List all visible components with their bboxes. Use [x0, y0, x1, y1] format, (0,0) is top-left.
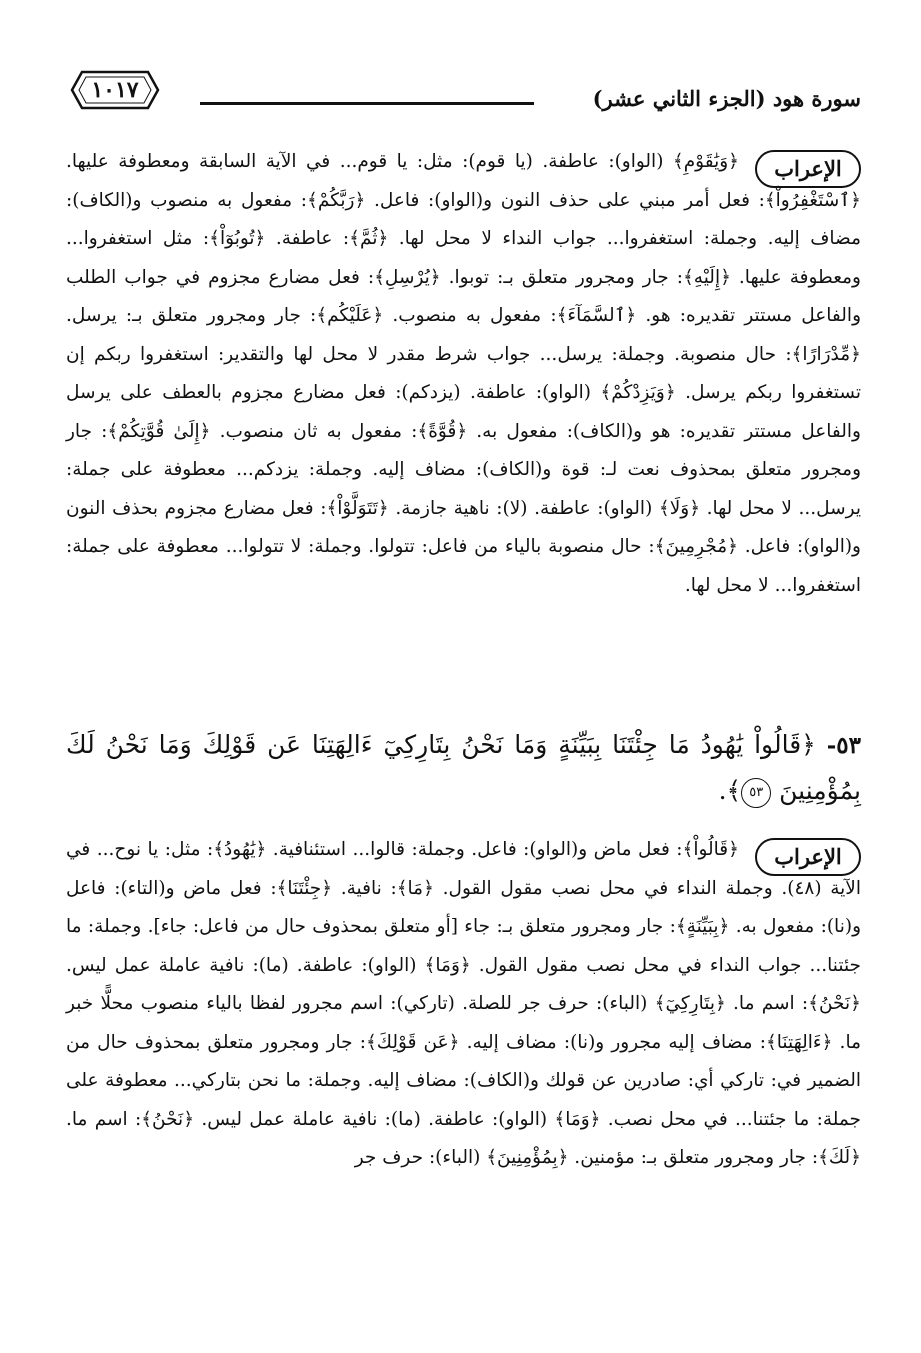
irab-text-2: ﴿قَالُواْ﴾: فعل ماض و(الواو): فاعل. وجملة: قالوا... استئنافية. ﴿يَٰهُودُ﴾: مثل: يا نوح... في الآية (٤٨). وجملة النداء في محل نصب مقول القول. ﴿مَا﴾: نافية. ﴿جِئْتَنَا﴾: فعل ماض و(التاء): فاعل و(نا): مفعول به. ﴿بِبَيِّنَةٍ﴾: جار ومجرور متعلق بـ: جاء [أو متعلق بمحذوف حال من فاعل: جاء]. وجملة: ما جئتنا... جواب النداء في محل نصب مقول القول. ﴿وَمَا﴾ (الواو): عاطفة. (ما): نافية عاملة عمل ليس. ﴿نَحْنُ﴾: اسم ما. ﴿بِتَارِكِيٓ﴾ (الباء): حرف جر للصلة. (تاركي): اسم مجرور لفظا بالياء منصوب محلًّا خبر ما. ﴿ءَالِهَتِنَا﴾: مضاف إليه مجرور و(نا): مضاف إليه. ﴿عَن قَوْلِكَ﴾: جار ومجرور متعلق بمحذوف حال من الضمير في: تاركي أي: صادرين عن قولك و(الكاف): مضاف إليه. وجملة: ما نحن بتاركي... معطوفة على جملة: ما جئتنا... في محل نصب. ﴿وَمَا﴾ (الواو): عاطفة. (ما): نافية عاملة عمل ليس. ﴿نَحْنُ﴾: اسم ما. ﴿لَكَ﴾: جار ومجرور متعلق بـ: مؤمنين. ﴿بِمُؤْمِنِينَ﴾ (الباء): حرف جر — [66, 839, 861, 1168]
irab-paragraph-1 — [66, 143, 861, 605]
irab-text-1: ﴿وَيَٰقَوْمِ﴾ (الواو): عاطفة. (يا قوم): مثل: يا قوم... في الآية السابقة ومعطوفة عليها. ﴿ٱسْتَغْفِرُواْ﴾: فعل أمر مبني على حذف النون و(الواو): فاعل. ﴿رَبَّكُمْ﴾: مفعول به منصوب و(الكاف): مضاف إليه. وجملة: استغفروا... جواب النداء لا محل لها. ﴿ثُمَّ﴾: عاطفة. ﴿تُوبُوٓاْ﴾: مثل استغفروا... ومعطوفة عليها. ﴿إِلَيْهِ﴾: جار ومجرور متعلق بـ: توبوا. ﴿يُرْسِلِ﴾: فعل مضارع مجزوم في جواب الطلب والفاعل مستتر تقديره: هو. ﴿ٱلسَّمَآءَ﴾: مفعول به منصوب. ﴿عَلَيْكُم﴾: جار ومجرور متعلق بـ: يرسل. ﴿مِّدْرَارًا﴾: حال منصوبة. وجملة: يرسل... جواب شرط مقدر لا محل لها والتقدير: استغفروا ربكم إن تستغفروا ربكم يرسل. ﴿وَيَزِدْكُمْ﴾ (الواو): عاطفة. (يزدكم): فعل مضارع مجزوم بالعطف على يرسل والفاعل مستتر تقديره: هو و(الكاف): مفعول به. ﴿قُوَّةً﴾: مفعول به ثان منصوب. ﴿إِلَىٰ قُوَّتِكُمْ﴾: جار ومجرور متعلق بمحذوف نعت لـ: قوة و(الكاف): مضاف إليه. وجملة: يزدكم... معطوفة على جملة: يرسل... لا محل لها. ﴿وَلَا﴾ (الواو): عاطفة. (لا): ناهية جازمة. ﴿تَتَوَلَّوْاْ﴾: فعل مضارع مجزوم بحذف النون و(الواو): فاعل. ﴿مُجْرِمِينَ﴾: حال منصوبة بالياء من فاعل: تتولوا. وجملة: لا تتولوا... معطوفة على جملة: استغفروا... لا محل لها. — [66, 151, 861, 596]
page-number-frame — [68, 68, 162, 112]
verse-text: ﴿قَالُواْ يَٰهُودُ مَا جِئْتَنَا بِبَيِّنَةٍ وَمَا نَحْنُ بِتَارِكِيٓ ءَالِهَتِنَا عَن قَوْلِكَ وَمَا نَحْنُ لَكَ بِمُؤْمِنِينَ — [66, 730, 861, 805]
ayah-end-marker: ٥٣ — [741, 778, 771, 808]
section-badge-irab-2: الإعراب — [755, 838, 861, 876]
section-badge-irab-1: الإعراب — [755, 150, 861, 188]
verse-closing: ﴾. — [718, 776, 742, 805]
page-number: ١٠١٧ — [91, 77, 139, 103]
quran-verse — [66, 722, 861, 813]
page-header-title: سورة هود (الجزء الثاني عشر) — [592, 86, 861, 111]
irab-paragraph-2 — [66, 831, 861, 1178]
header-rule — [200, 102, 534, 105]
badge-spacer — [739, 831, 861, 861]
badge-spacer — [739, 143, 861, 173]
verse-number: ٥٣- — [826, 732, 861, 759]
